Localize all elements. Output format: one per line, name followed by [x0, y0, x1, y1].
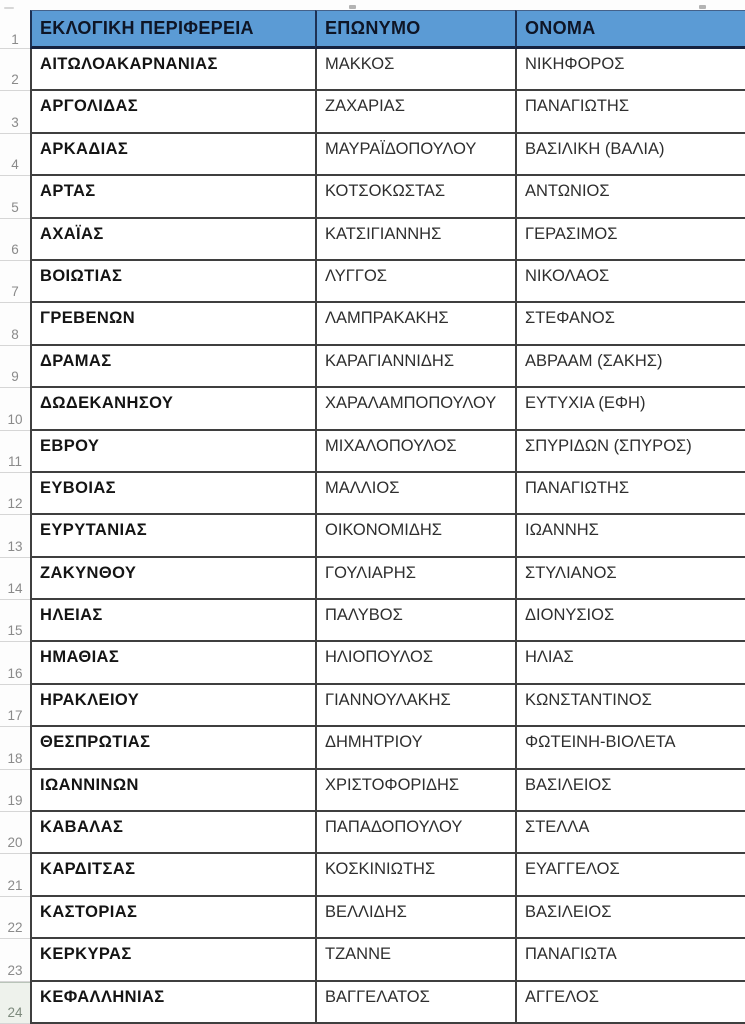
table-row	[0, 346, 745, 388]
cell-surname[interactable]: ΧΡΙΣΤΟΦΟΡΙΔΗΣ	[315, 770, 515, 812]
cell-surname[interactable]: ΚΟΤΣΟΚΩΣΤΑΣ	[315, 176, 515, 218]
cell-electoral-district[interactable]: ΑΡΚΑΔΙΑΣ	[30, 134, 315, 176]
table-row	[0, 134, 745, 176]
cell-surname[interactable]: ΖΑΧΑΡΙΑΣ	[315, 91, 515, 133]
table-row	[0, 558, 745, 600]
cell-first-name[interactable]: ΠΑΝΑΓΙΩΤΗΣ	[515, 473, 745, 515]
table-row	[0, 854, 745, 896]
table-row	[0, 812, 745, 854]
row-number[interactable]: 9	[0, 346, 30, 388]
cell-electoral-district[interactable]: ΕΥΡΥΤΑΝΙΑΣ	[30, 515, 315, 557]
row-number[interactable]: 8	[0, 303, 30, 345]
cell-first-name[interactable]: ΑΒΡΑΑΜ (ΣΑΚΗΣ)	[515, 346, 745, 388]
clipped-row-above	[0, 0, 745, 10]
cell-first-name[interactable]: ΠΑΝΑΓΙΩΤΗΣ	[515, 91, 745, 133]
row-number[interactable]: 24	[0, 982, 30, 1024]
cell-surname[interactable]: ΜΑΚΚΟΣ	[315, 49, 515, 91]
cell-first-name[interactable]: ΣΤΕΦΑΝΟΣ	[515, 303, 745, 345]
cell-first-name[interactable]: ΦΩΤΕΙΝΗ-ΒΙΟΛΕΤΑ	[515, 727, 745, 769]
cell-electoral-district[interactable]: ΑΡΤΑΣ	[30, 176, 315, 218]
table-row	[0, 388, 745, 430]
cell-surname[interactable]: ΔΗΜΗΤΡΙΟΥ	[315, 727, 515, 769]
cell-first-name[interactable]: ΑΝΤΩΝΙΟΣ	[515, 176, 745, 218]
table-row	[0, 261, 745, 303]
cell-surname[interactable]: ΧΑΡΑΛΑΜΠΟΠΟΥΛΟΥ	[315, 388, 515, 430]
table-row	[0, 219, 745, 261]
cell-electoral-district[interactable]: ΑΡΓΟΛΙΔΑΣ	[30, 91, 315, 133]
row-number[interactable]: 18	[0, 727, 30, 769]
cell-electoral-district[interactable]: ΕΒΡΟΥ	[30, 431, 315, 473]
cell-electoral-district[interactable]: ΑΙΤΩΛΟΑΚΑΡΝΑΝΙΑΣ	[30, 49, 315, 91]
clipped-text-remnant	[349, 5, 356, 9]
table-body	[0, 49, 745, 1024]
cell-first-name[interactable]: ΗΛΙΑΣ	[515, 642, 745, 684]
cell-surname[interactable]: ΚΑΡΑΓΙΑΝΝΙΔΗΣ	[315, 346, 515, 388]
cell-electoral-district[interactable]: ΓΡΕΒΕΝΩΝ	[30, 303, 315, 345]
cell-electoral-district[interactable]: ΑΧΑΪΑΣ	[30, 219, 315, 261]
table-row	[0, 685, 745, 727]
cell-first-name[interactable]: ΣΤΕΛΛΑ	[515, 812, 745, 854]
cell-surname[interactable]: ΜΑΥΡΑΪΔΟΠΟΥΛΟΥ	[315, 134, 515, 176]
cell-surname[interactable]: ΛΥΓΓΟΣ	[315, 261, 515, 303]
cell-surname[interactable]: ΓΟΥΛΙΑΡΗΣ	[315, 558, 515, 600]
row-number[interactable]: 19	[0, 770, 30, 812]
cell-first-name[interactable]: ΕΥΑΓΓΕΛΟΣ	[515, 854, 745, 896]
cell-first-name[interactable]: ΝΙΚΟΛΑΟΣ	[515, 261, 745, 303]
table-row	[0, 727, 745, 769]
cell-surname[interactable]: ΓΙΑΝΝΟΥΛΑΚΗΣ	[315, 685, 515, 727]
cell-electoral-district[interactable]: ΙΩΑΝΝΙΝΩΝ	[30, 770, 315, 812]
cell-first-name[interactable]: ΝΙΚΗΦΟΡΟΣ	[515, 49, 745, 91]
table-row	[0, 303, 745, 345]
cell-surname[interactable]: ΛΑΜΠΡΑΚΑΚΗΣ	[315, 303, 515, 345]
row-number[interactable]: 11	[0, 431, 30, 473]
cell-first-name[interactable]: ΑΓΓΕΛΟΣ	[515, 982, 745, 1024]
row-number[interactable]: 4	[0, 134, 30, 176]
header-cell-first-name[interactable]: ΟΝΟΜΑ	[515, 10, 745, 49]
cell-electoral-district[interactable]: ΗΜΑΘΙΑΣ	[30, 642, 315, 684]
table-row	[0, 176, 745, 218]
cell-first-name[interactable]: ΔΙΟΝΥΣΙΟΣ	[515, 600, 745, 642]
row-number[interactable]: 2	[0, 49, 30, 91]
table-row	[0, 770, 745, 812]
row-number[interactable]: 10	[0, 388, 30, 430]
cell-surname[interactable]: ΚΟΣΚΙΝΙΩΤΗΣ	[315, 854, 515, 896]
cell-first-name[interactable]: ΒΑΣΙΛΙΚΗ (ΒΑΛΙΑ)	[515, 134, 745, 176]
cell-surname[interactable]: ΗΛΙΟΠΟΥΛΟΣ	[315, 642, 515, 684]
cell-surname[interactable]: ΠΑΛΥΒΟΣ	[315, 600, 515, 642]
row-number[interactable]: 21	[0, 854, 30, 896]
cell-electoral-district[interactable]: ΕΥΒΟΙΑΣ	[30, 473, 315, 515]
cell-first-name[interactable]: ΠΑΝΑΓΙΩΤΑ	[515, 939, 745, 981]
cell-electoral-district[interactable]: ΚΑΡΔΙΤΣΑΣ	[30, 854, 315, 896]
table-row	[0, 897, 745, 939]
cell-first-name[interactable]: ΒΑΣΙΛΕΙΟΣ	[515, 897, 745, 939]
table-row	[0, 939, 745, 981]
cell-surname[interactable]: ΜΙΧΑΛΟΠΟΥΛΟΣ	[315, 431, 515, 473]
table-row	[0, 431, 745, 473]
table-row	[0, 642, 745, 684]
clipped-text-remnant	[699, 5, 706, 9]
cell-electoral-district[interactable]: ΚΑΣΤΟΡΙΑΣ	[30, 897, 315, 939]
table-row	[0, 515, 745, 557]
table-row	[0, 600, 745, 642]
row-number[interactable]: 14	[0, 558, 30, 600]
cell-surname[interactable]: ΜΑΛΛΙΟΣ	[315, 473, 515, 515]
row-number[interactable]: 5	[0, 176, 30, 218]
row-number-header[interactable]: 1	[0, 10, 30, 49]
cell-electoral-district[interactable]: ΚΑΒΑΛΑΣ	[30, 812, 315, 854]
table-row	[0, 473, 745, 515]
row-number[interactable]: 7	[0, 261, 30, 303]
header-cell-surname[interactable]: ΕΠΩΝΥΜΟ	[315, 10, 515, 49]
row-number[interactable]: 22	[0, 897, 30, 939]
table-header-row	[0, 10, 745, 49]
row-number[interactable]: 16	[0, 642, 30, 684]
row-number[interactable]: 3	[0, 91, 30, 133]
cell-electoral-district[interactable]: ΗΛΕΙΑΣ	[30, 600, 315, 642]
cell-electoral-district[interactable]: ΔΡΑΜΑΣ	[30, 346, 315, 388]
cell-first-name[interactable]: ΙΩΑΝΝΗΣ	[515, 515, 745, 557]
cell-surname[interactable]: ΒΕΛΛΙΔΗΣ	[315, 897, 515, 939]
cell-electoral-district[interactable]: ΚΕΦΑΛΛΗΝΙΑΣ	[30, 982, 315, 1024]
cell-surname[interactable]: ΠΑΠΑΔΟΠΟΥΛΟΥ	[315, 812, 515, 854]
row-number[interactable]: 23	[0, 939, 30, 981]
cell-surname[interactable]: ΟΙΚΟΝΟΜΙΔΗΣ	[315, 515, 515, 557]
row-number[interactable]: 17	[0, 685, 30, 727]
table-row	[0, 91, 745, 133]
cell-electoral-district[interactable]: ΘΕΣΠΡΩΤΙΑΣ	[30, 727, 315, 769]
row-number[interactable]: 13	[0, 515, 30, 557]
cell-electoral-district[interactable]: ΒΟΙΩΤΙΑΣ	[30, 261, 315, 303]
cell-first-name[interactable]: ΕΥΤΥΧΙΑ (ΕΦΗ)	[515, 388, 745, 430]
cell-surname[interactable]: ΚΑΤΣΙΓΙΑΝΝΗΣ	[315, 219, 515, 261]
cell-electoral-district[interactable]: ΖΑΚΥΝΘΟΥ	[30, 558, 315, 600]
cell-surname[interactable]: ΒΑΓΓΕΛΑΤΟΣ	[315, 982, 515, 1024]
row-number[interactable]: 20	[0, 812, 30, 854]
cell-first-name[interactable]: ΣΠΥΡΙΔΩΝ (ΣΠΥΡΟΣ)	[515, 431, 745, 473]
header-cell-electoral-district[interactable]: ΕΚΛΟΓΙΚΗ ΠΕΡΙΦΕΡΕΙΑ	[30, 10, 315, 49]
clipped-gutter-tick	[4, 7, 14, 9]
cell-electoral-district[interactable]: ΔΩΔΕΚΑΝΗΣΟΥ	[30, 388, 315, 430]
table-row	[0, 49, 745, 91]
spreadsheet-table	[0, 10, 745, 1024]
row-number[interactable]: 6	[0, 219, 30, 261]
cell-first-name[interactable]: ΣΤΥΛΙΑΝΟΣ	[515, 558, 745, 600]
row-number[interactable]: 15	[0, 600, 30, 642]
table-row	[0, 982, 745, 1024]
cell-electoral-district[interactable]: ΗΡΑΚΛΕΙΟΥ	[30, 685, 315, 727]
cell-electoral-district[interactable]: ΚΕΡΚΥΡΑΣ	[30, 939, 315, 981]
cell-first-name[interactable]: ΚΩΝΣΤΑΝΤΙΝΟΣ	[515, 685, 745, 727]
row-number[interactable]: 12	[0, 473, 30, 515]
cell-surname[interactable]: ΤΖΑΝΝΕ	[315, 939, 515, 981]
cell-first-name[interactable]: ΓΕΡΑΣΙΜΟΣ	[515, 219, 745, 261]
cell-first-name[interactable]: ΒΑΣΙΛΕΙΟΣ	[515, 770, 745, 812]
